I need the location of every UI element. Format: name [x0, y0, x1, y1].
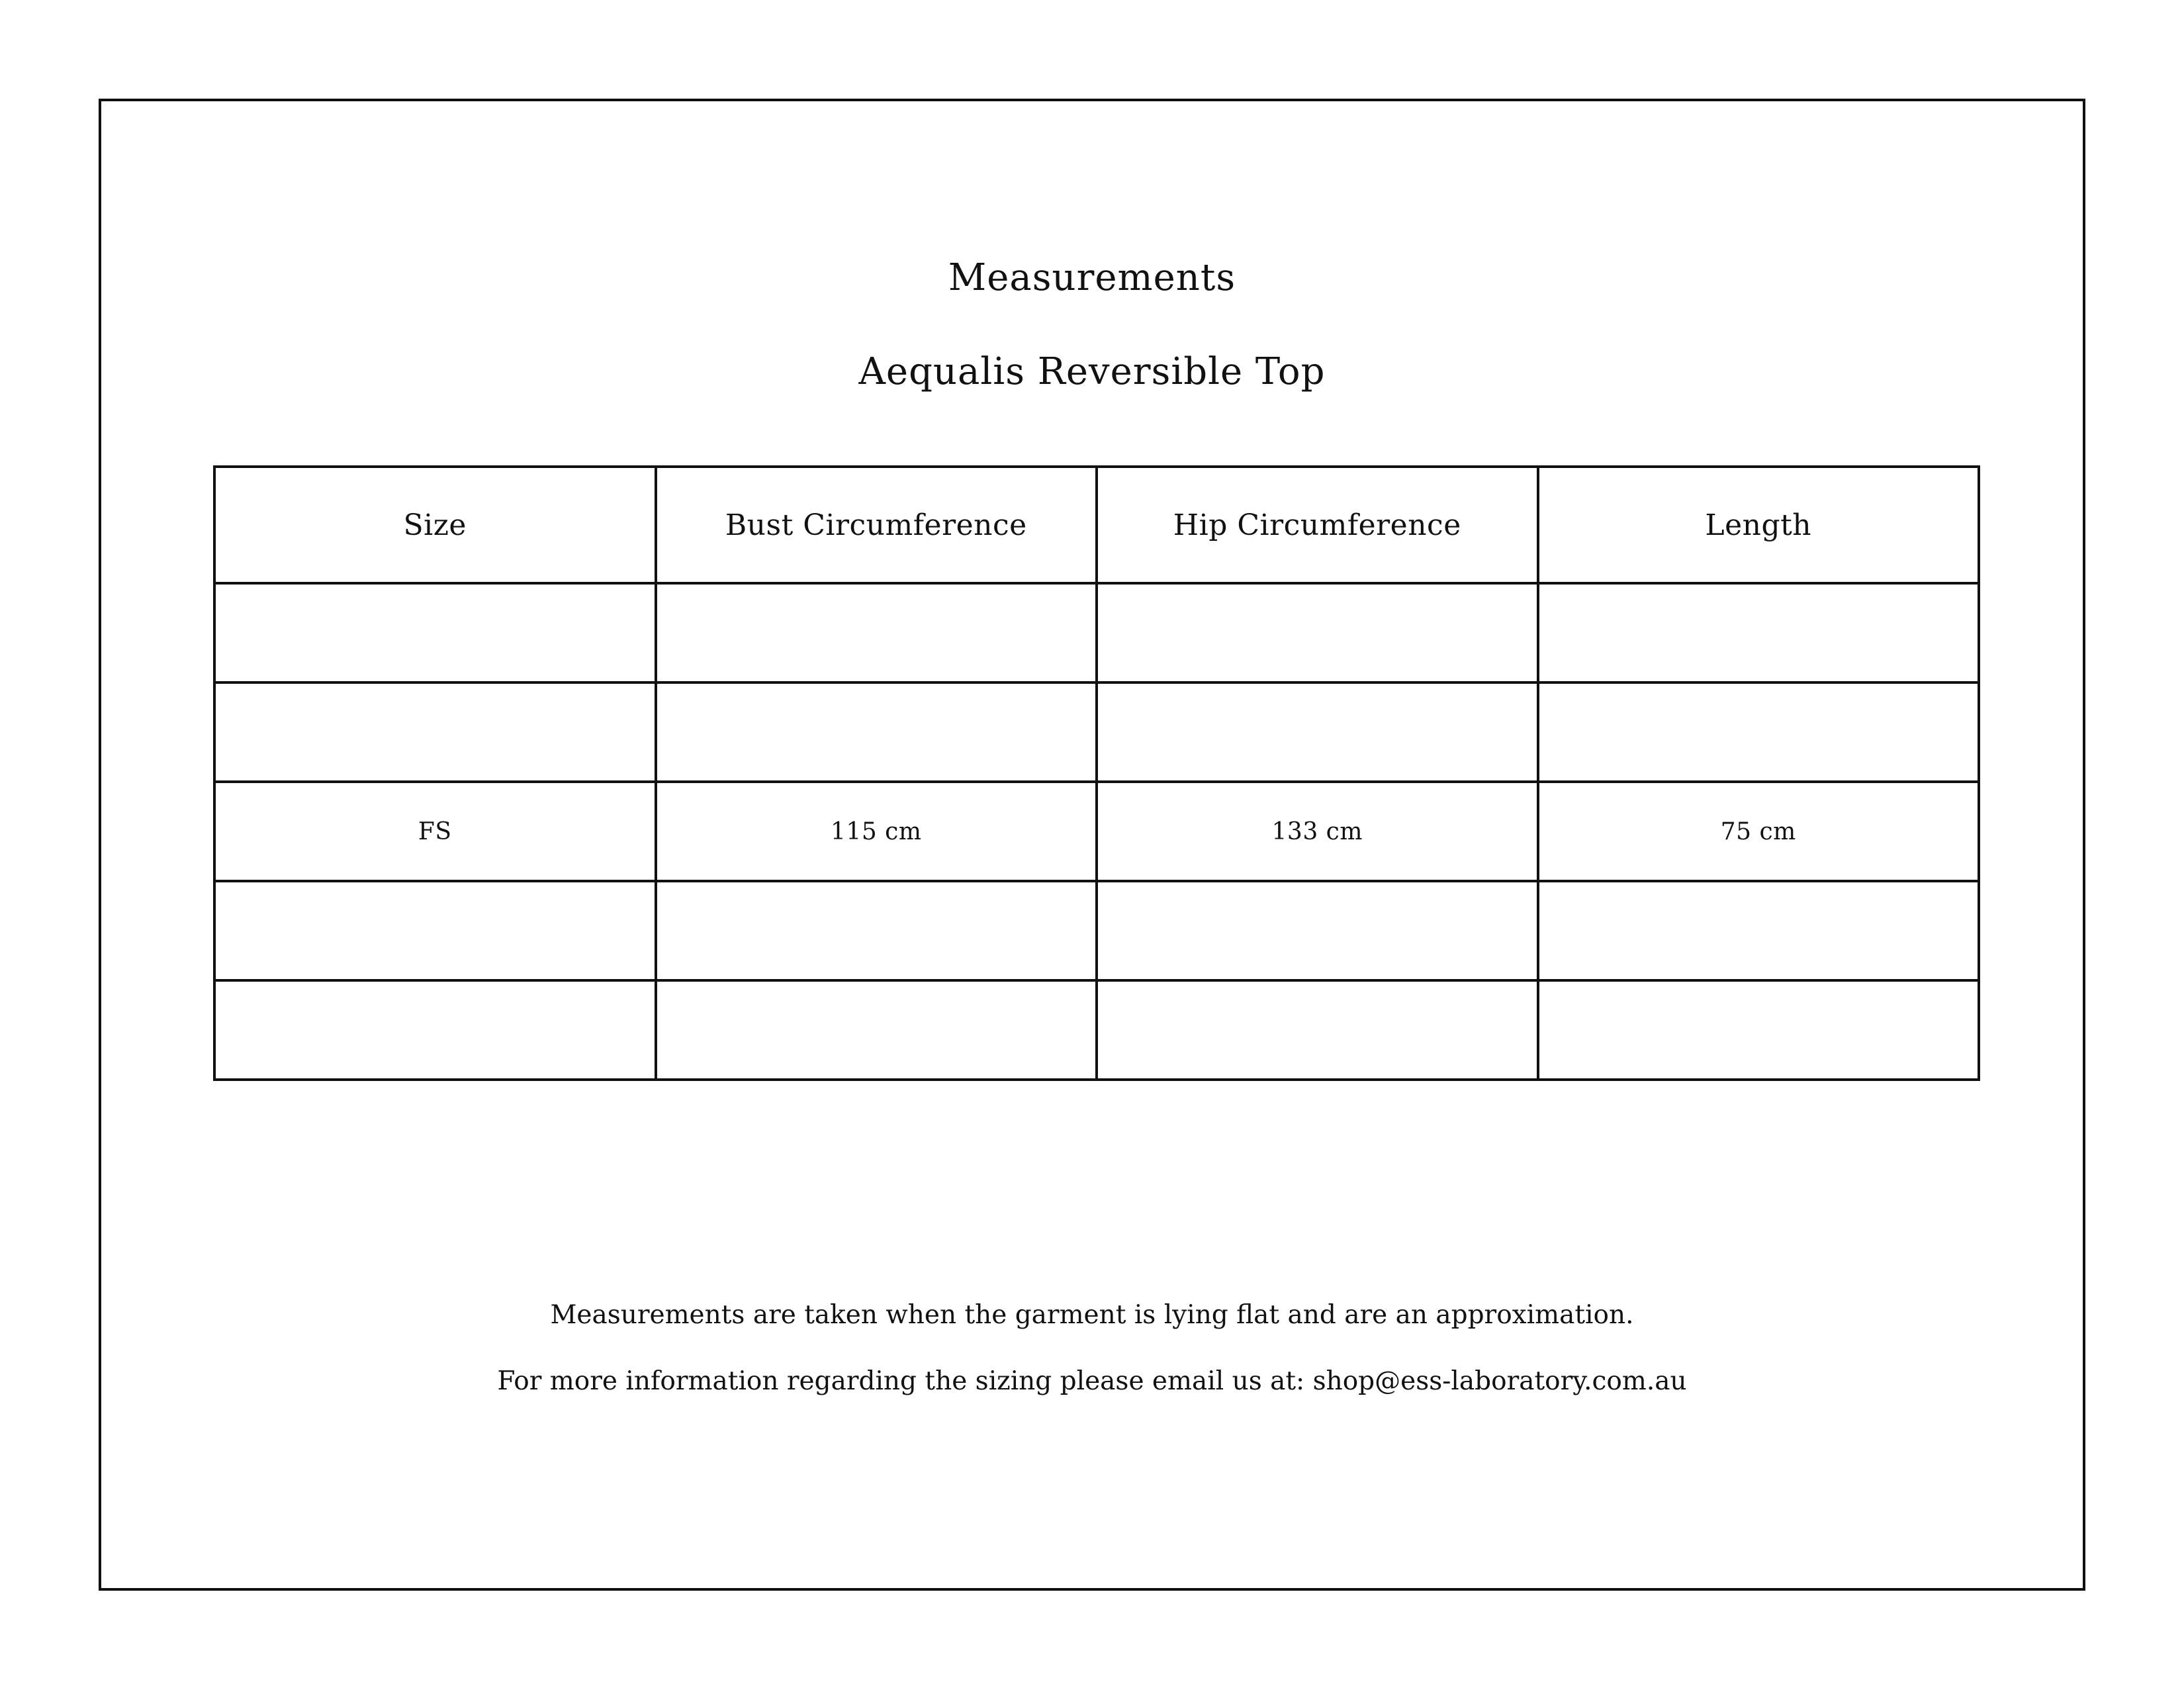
- page-title: Measurements: [948, 256, 1236, 299]
- table-cell: [1097, 583, 1538, 682]
- table-cell: [656, 583, 1097, 682]
- hip-cell: 133 cm: [1097, 782, 1538, 881]
- table-cell: [214, 583, 656, 682]
- header-hip-circumference: Hip Circumference: [1097, 467, 1538, 583]
- table-row: [214, 782, 1979, 881]
- table-cell: [1538, 682, 1979, 782]
- measurement-note: Measurements are taken when the garment is lying flat and are an approximation.: [550, 1300, 1634, 1330]
- table-cell: [214, 881, 656, 980]
- table-cell: [1097, 682, 1538, 782]
- table-cell: [214, 682, 656, 782]
- product-name: Aequalis Reversible Top: [858, 350, 1326, 393]
- contact-note: For more information regarding the sizing please email us at: shop@ess-laboratory.com.au: [497, 1366, 1687, 1396]
- header-size: Size: [214, 467, 656, 583]
- bust-cell: 115 cm: [656, 782, 1097, 881]
- table-cell: [656, 682, 1097, 782]
- header-length: Length: [1538, 467, 1979, 583]
- table-cell: [1097, 881, 1538, 980]
- table-cell: [656, 881, 1097, 980]
- table-cell: [1538, 583, 1979, 682]
- table-row: [214, 583, 1979, 682]
- table-row: [214, 881, 1979, 980]
- table-cell: [1097, 980, 1538, 1080]
- table-row: [214, 980, 1979, 1080]
- table-header-row: [214, 467, 1979, 583]
- table-cell: [656, 980, 1097, 1080]
- table-cell: [1538, 881, 1979, 980]
- table-cell: [1538, 980, 1979, 1080]
- table-row: [214, 682, 1979, 782]
- table-cell: [214, 980, 656, 1080]
- measurements-table: [213, 465, 1980, 1081]
- length-cell: 75 cm: [1538, 782, 1979, 881]
- header-bust-circumference: Bust Circumference: [656, 467, 1097, 583]
- size-cell: FS: [214, 782, 656, 881]
